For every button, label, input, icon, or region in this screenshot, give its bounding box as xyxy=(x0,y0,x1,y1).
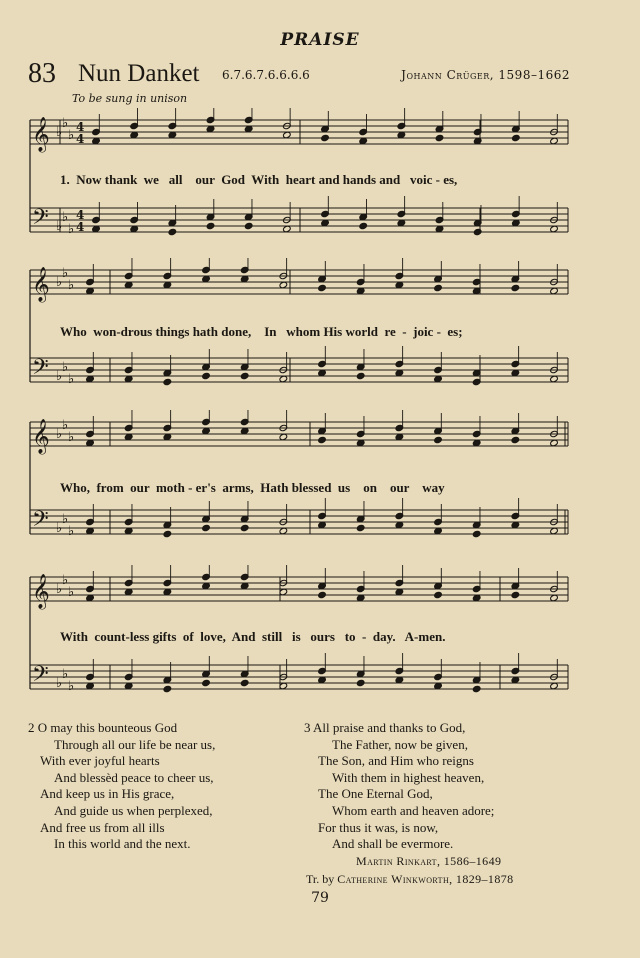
verse-number: 3 xyxy=(304,720,311,735)
verse-line: For thus it was, is now, xyxy=(318,819,439,835)
verse-line: O may this bounteous God xyxy=(37,720,178,735)
svg-text:4: 4 xyxy=(76,132,85,146)
tune-name: Nun Danket xyxy=(78,60,200,87)
verse-line: And shall be evermore. xyxy=(332,836,454,852)
svg-text:♭: ♭ xyxy=(56,427,63,442)
svg-text:♭: ♭ xyxy=(68,679,75,694)
svg-text:♭: ♭ xyxy=(68,222,75,237)
svg-text:♭: ♭ xyxy=(62,512,69,527)
svg-text:♭: ♭ xyxy=(62,266,69,281)
music-system-2 xyxy=(0,258,640,408)
section-title: PRAISE xyxy=(280,30,360,50)
music-system-4 xyxy=(0,565,640,715)
svg-text:♭: ♭ xyxy=(68,278,75,293)
svg-text:♭: ♭ xyxy=(62,667,69,682)
music-system-3 xyxy=(0,410,640,562)
svg-text:♭: ♭ xyxy=(68,128,75,143)
svg-text:♭: ♭ xyxy=(68,585,75,600)
svg-text:♭: ♭ xyxy=(68,430,75,445)
verse-line: With them in highest heaven, xyxy=(332,769,485,785)
svg-text:♭: ♭ xyxy=(56,275,63,290)
svg-text:𝄞: 𝄞 xyxy=(32,574,50,609)
lyric-line: 1. Now thank we all our God With heart and hands and voic - es, xyxy=(60,172,458,187)
verse-line: The Father, now be given, xyxy=(332,736,468,752)
music-system-1 xyxy=(0,108,640,258)
svg-text:♭: ♭ xyxy=(56,125,63,140)
lyric-line: Who, from our moth - er's arms, Hath blessed us on our way xyxy=(60,480,445,495)
svg-text:𝄢: 𝄢 xyxy=(32,662,49,692)
verse-2 xyxy=(28,720,215,853)
verse-line: And keep us in His grace, xyxy=(40,786,175,802)
lyric-line: Who won-drous things hath done, In whom His world re - joic - es; xyxy=(60,324,463,339)
svg-text:𝄞: 𝄞 xyxy=(32,267,50,302)
svg-text:♭: ♭ xyxy=(62,210,69,225)
translator-prefix: Tr. by xyxy=(306,872,335,886)
verse-line: Through all our life be near us, xyxy=(54,736,216,752)
verse-line: In this world and the next. xyxy=(54,836,191,852)
verse-number: 2 xyxy=(28,720,35,735)
verse-line: And blessèd peace to cheer us, xyxy=(54,769,214,785)
verse-line: And free us from all ills xyxy=(40,819,165,835)
verse-line: All praise and thanks to God, xyxy=(313,720,466,735)
svg-text:♭: ♭ xyxy=(56,369,63,384)
composer: Johann Crüger, 1598–1662 xyxy=(401,68,570,82)
svg-text:4: 4 xyxy=(76,208,85,222)
lyric-line: With count-less gifts of love, And still is ours to - day. A-men. xyxy=(60,629,446,644)
verse-line: The One Eternal God, xyxy=(318,786,433,802)
verse-line: And guide us when perplexed, xyxy=(54,802,213,818)
svg-text:♭: ♭ xyxy=(56,582,63,597)
verse-line: The Son, and Him who reigns xyxy=(318,753,474,769)
svg-text:𝄞: 𝄞 xyxy=(32,117,50,152)
svg-text:♭: ♭ xyxy=(62,116,69,131)
verse-3 xyxy=(304,720,494,853)
performance-instruction: To be sung in unison xyxy=(72,92,188,105)
svg-text:♭: ♭ xyxy=(62,418,69,433)
svg-text:♭: ♭ xyxy=(62,573,69,588)
page-number: 79 xyxy=(311,890,329,906)
translator-credit xyxy=(306,872,514,887)
svg-text:♭: ♭ xyxy=(68,372,75,387)
author: Martin Rinkart, 1586–1649 xyxy=(356,854,502,868)
hymn-number: 83 xyxy=(28,58,56,89)
svg-text:♭: ♭ xyxy=(62,360,69,375)
meter: 6.7.6.7.6.6.6.6 xyxy=(222,68,310,82)
svg-text:♭: ♭ xyxy=(56,676,63,691)
svg-text:♭: ♭ xyxy=(56,521,63,536)
verse-line: Whom earth and heaven adore; xyxy=(332,802,495,818)
verse-line: With ever joyful hearts xyxy=(40,753,160,769)
svg-text:4: 4 xyxy=(76,120,85,134)
svg-text:𝄞: 𝄞 xyxy=(32,419,50,454)
svg-text:♭: ♭ xyxy=(68,524,75,539)
svg-text:𝄢: 𝄢 xyxy=(32,355,49,385)
svg-text:4: 4 xyxy=(76,220,85,234)
svg-text:♭: ♭ xyxy=(56,219,63,234)
translator: Catherine Winkworth, 1829–1878 xyxy=(337,872,514,886)
svg-text:𝄢: 𝄢 xyxy=(32,507,49,537)
author-credit xyxy=(356,854,501,869)
svg-text:𝄢: 𝄢 xyxy=(32,205,49,235)
